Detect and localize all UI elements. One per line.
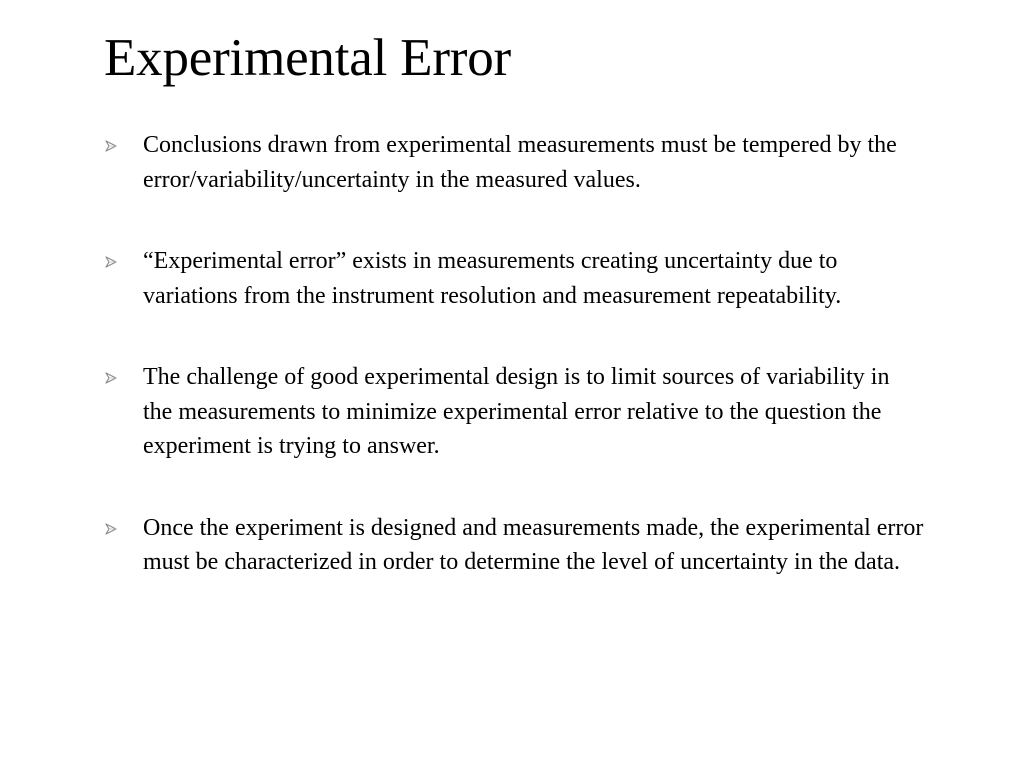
bullet-item — [104, 244, 924, 313]
bullet-item — [104, 360, 924, 464]
arrowhead-bullet-icon — [104, 522, 118, 536]
slide-title: Experimental Error — [104, 29, 511, 87]
arrowhead-bullet-icon — [104, 371, 118, 385]
bullet-list — [104, 128, 924, 580]
arrowhead-bullet-icon — [104, 255, 118, 269]
bullet-text: Conclusions drawn from experimental measurements must be tempered by the error/variability/uncertainty in the measured values. — [143, 132, 897, 193]
bullet-text: Once the experiment is designed and measurements made, the experimental error must be characterized in order to determine the level of uncertainty in the data. — [143, 514, 924, 575]
bullet-item — [104, 128, 924, 197]
bullet-text: The challenge of good experimental design is to limit sources of variability in the measurements to minimize experimental error relative to the question the experiment is trying to answer. — [143, 364, 890, 459]
bullet-text: “Experimental error” exists in measurements creating uncertainty due to variations from the instrument resolution and measurement repeatability. — [143, 248, 842, 309]
arrowhead-bullet-icon — [104, 139, 118, 153]
bullet-item — [104, 511, 924, 580]
